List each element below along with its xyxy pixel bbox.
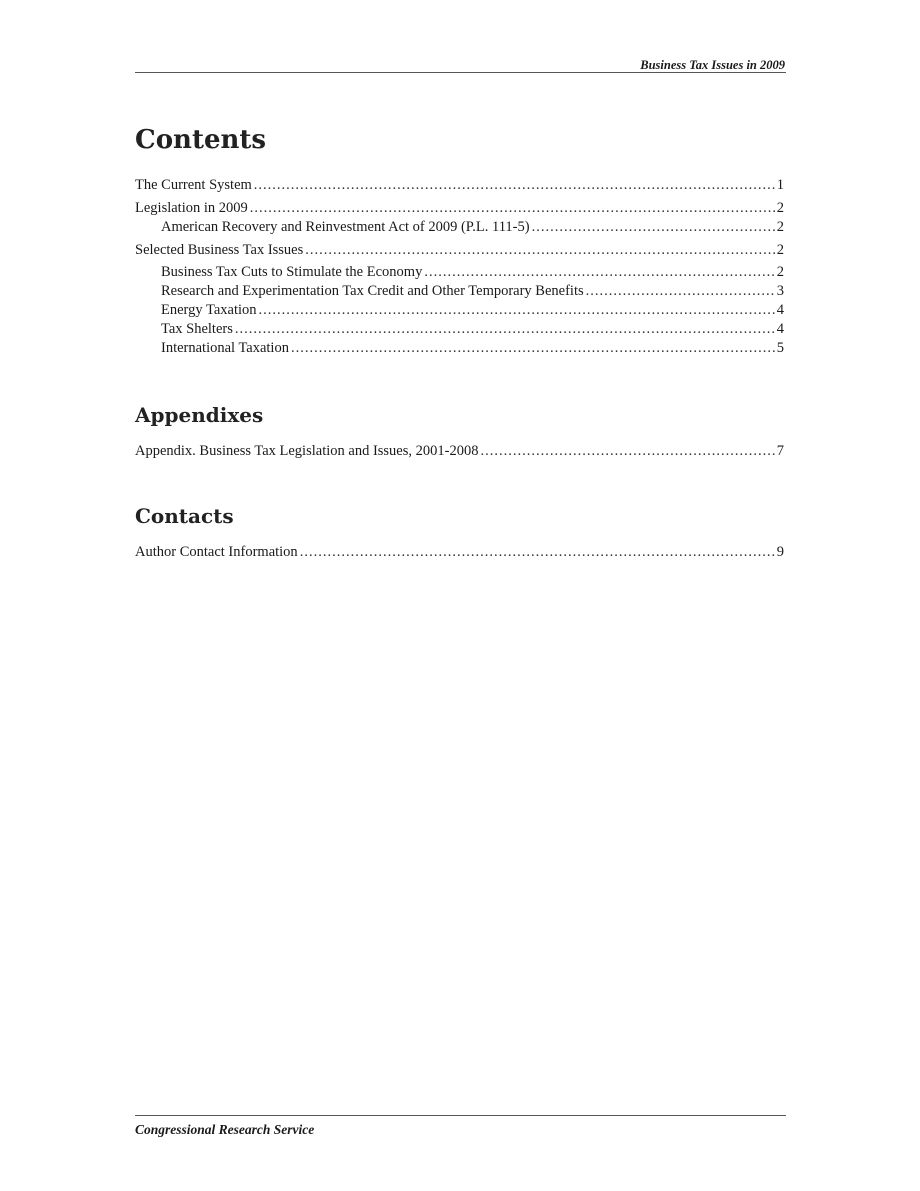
toc-entry-page: 2 xyxy=(776,200,784,216)
toc-entry-page: 2 xyxy=(776,242,784,258)
toc-entry-title: Selected Business Tax Issues xyxy=(135,242,304,258)
toc-entry-energy-taxation[interactable] xyxy=(135,301,784,320)
dot-leader xyxy=(235,320,776,339)
dot-leader xyxy=(305,241,775,260)
toc-entry-title: Author Contact Information xyxy=(135,544,298,560)
toc-entry-page: 9 xyxy=(776,544,784,560)
toc-entry-title: Tax Shelters xyxy=(161,321,233,337)
dot-leader xyxy=(291,339,776,358)
toc-entry-title: Research and Experimentation Tax Credit and Other Temporary Benefits xyxy=(161,283,584,299)
footer-organization: Congressional Research Service xyxy=(135,1122,315,1137)
contacts-heading: Contacts xyxy=(135,504,234,528)
running-header xyxy=(135,56,786,73)
toc-entry-page: 5 xyxy=(776,340,784,356)
toc-entry-selected-business-tax-issues[interactable] xyxy=(135,241,784,260)
toc-entry-title: International Taxation xyxy=(161,340,289,356)
running-footer xyxy=(135,1115,786,1139)
contents-heading: Contents xyxy=(135,125,267,155)
dot-leader xyxy=(254,176,776,195)
toc-entry-title: Energy Taxation xyxy=(161,302,257,318)
dot-leader xyxy=(300,543,776,562)
toc-entry-title: The Current System xyxy=(135,177,252,193)
toc-entry-title: Business Tax Cuts to Stimulate the Economy xyxy=(161,264,423,280)
toc-entry-appendix-legislation[interactable] xyxy=(135,442,784,461)
running-header-title: Business Tax Issues in 2009 xyxy=(640,58,785,72)
toc-entry-tax-shelters[interactable] xyxy=(135,320,784,339)
toc-entry-page: 7 xyxy=(776,443,784,459)
appendixes-heading: Appendixes xyxy=(135,403,264,427)
toc-entry-page: 2 xyxy=(776,264,784,280)
toc-entry-page: 4 xyxy=(776,302,784,318)
dot-leader xyxy=(259,301,776,320)
dot-leader xyxy=(586,282,776,301)
toc-entry-current-system[interactable] xyxy=(135,176,784,195)
dot-leader xyxy=(250,199,776,218)
toc-entry-title: American Recovery and Reinvestment Act of 2009 (P.L. 111-5) xyxy=(161,219,530,235)
toc-entry-page: 1 xyxy=(776,177,784,193)
toc-entry-arra-2009[interactable] xyxy=(135,218,784,237)
contents-toc xyxy=(135,176,784,358)
toc-entry-research-tax-credit[interactable] xyxy=(135,282,784,301)
dot-leader xyxy=(424,263,775,282)
toc-entry-author-contact[interactable] xyxy=(135,543,784,562)
toc-entry-international-taxation[interactable] xyxy=(135,339,784,358)
dot-leader xyxy=(532,218,776,237)
appendixes-toc xyxy=(135,442,784,461)
toc-entry-title: Legislation in 2009 xyxy=(135,200,248,216)
toc-entry-page: 2 xyxy=(776,219,784,235)
toc-entry-business-tax-cuts[interactable] xyxy=(135,263,784,282)
toc-entry-title: Appendix. Business Tax Legislation and Issues, 2001-2008 xyxy=(135,443,479,459)
contacts-toc xyxy=(135,543,784,562)
dot-leader xyxy=(480,442,775,461)
toc-entry-page: 3 xyxy=(776,283,784,299)
toc-entry-page: 4 xyxy=(776,321,784,337)
toc-entry-legislation-2009[interactable] xyxy=(135,199,784,218)
